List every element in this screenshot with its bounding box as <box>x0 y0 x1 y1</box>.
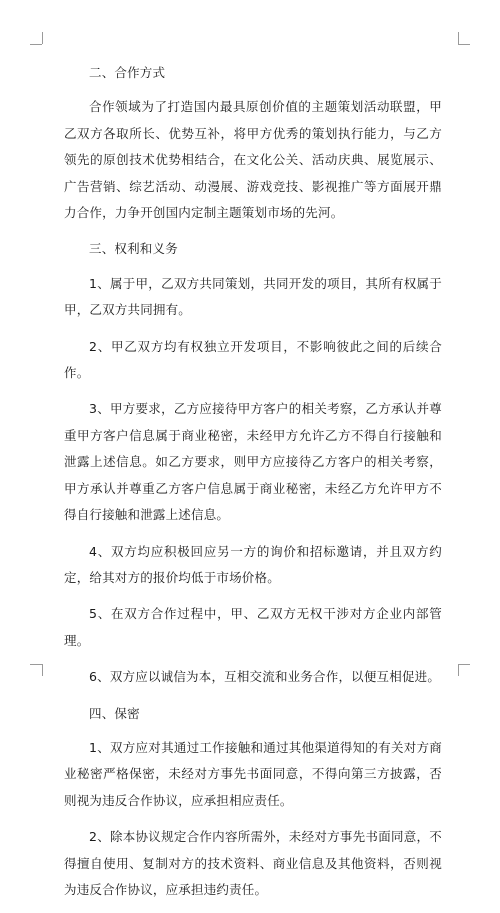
crop-mark-top-right-h <box>458 44 470 45</box>
paragraph-rights-1: 1、属于甲，乙双方共同策划，共同开发的项目，其所有权属于甲，乙双方共同拥有。 <box>64 275 442 318</box>
crop-mark-top-left-v <box>42 32 43 44</box>
section-heading-rights: 三、权利和义务 <box>89 241 178 257</box>
crop-mark-bottom-right-v <box>458 664 459 676</box>
paragraph-rights-5: 5、在双方合作过程中，甲、乙双方无权干涉对方企业内部管理。 <box>64 606 442 648</box>
paragraph-rights-6: 6、双方应以诚信为本，互相交流和业务合作，以便互相促进。 <box>89 669 441 685</box>
crop-mark-bottom-left-v <box>42 664 43 676</box>
paragraph-confidentiality-1: 1、双方应对其通过工作接触和通过其他渠道得知的有关对方商业秘密严格保密，未经对方事先书面同意，不得向第三方披露，否则视为违反合作协议，应承担相应责任。 <box>64 739 442 808</box>
crop-mark-bottom-right-h <box>458 664 470 665</box>
paragraph-rights-4: 4、双方均应积极回应另一方的询价和招标邀请，并且双方约定，给其对方的报价均低于市场价格。 <box>64 543 442 585</box>
paragraph-rights-3: 3、甲方要求，乙方应接待甲方客户的相关考察，乙方承认并尊重甲方客户信息属于商业秘密，未经甲方允许乙方不得自行接触和泄露上述信息。如乙方要求，则甲方应接待乙方客户的相关考察，甲方承认并尊重乙方客户信息属于商业秘密，未经乙方允许甲方不得自行接触和泄露上述信息。 <box>64 401 442 523</box>
crop-mark-bottom-left-h <box>30 664 42 665</box>
crop-mark-top-left-h <box>30 44 42 45</box>
section-heading-confidentiality: 四、保密 <box>89 705 140 721</box>
section-heading-cooperation: 二、合作方式 <box>89 65 166 80</box>
paragraph-rights-2: 2、甲乙双方均有权独立开发项目，不影响彼此之间的后续合作。 <box>64 338 442 381</box>
paragraph-cooperation-scope: 合作领域为了打造国内最具原创价值的主题策划活动联盟，甲乙双方各取所长、优势互补，将甲方优秀的策划执行能力，与乙方领先的原创技术优势相结合，在文化公关、活动庆典、展览展示、广告营销、综艺活动、动漫展、游戏竞技、影视推广等方面展开鼎力合作，力争开创国内定制主题策划市场的先河。 <box>64 99 442 221</box>
crop-mark-top-right-v <box>458 32 459 44</box>
document-body <box>64 60 442 913</box>
paragraph-confidentiality-2: 2、除本协议规定合作内容所需外，未经对方事先书面同意，不得擅自使用、复制对方的技术资料、商业信息及其他资料，否则视为违反合作协议，应承担违约责任。 <box>64 829 442 897</box>
